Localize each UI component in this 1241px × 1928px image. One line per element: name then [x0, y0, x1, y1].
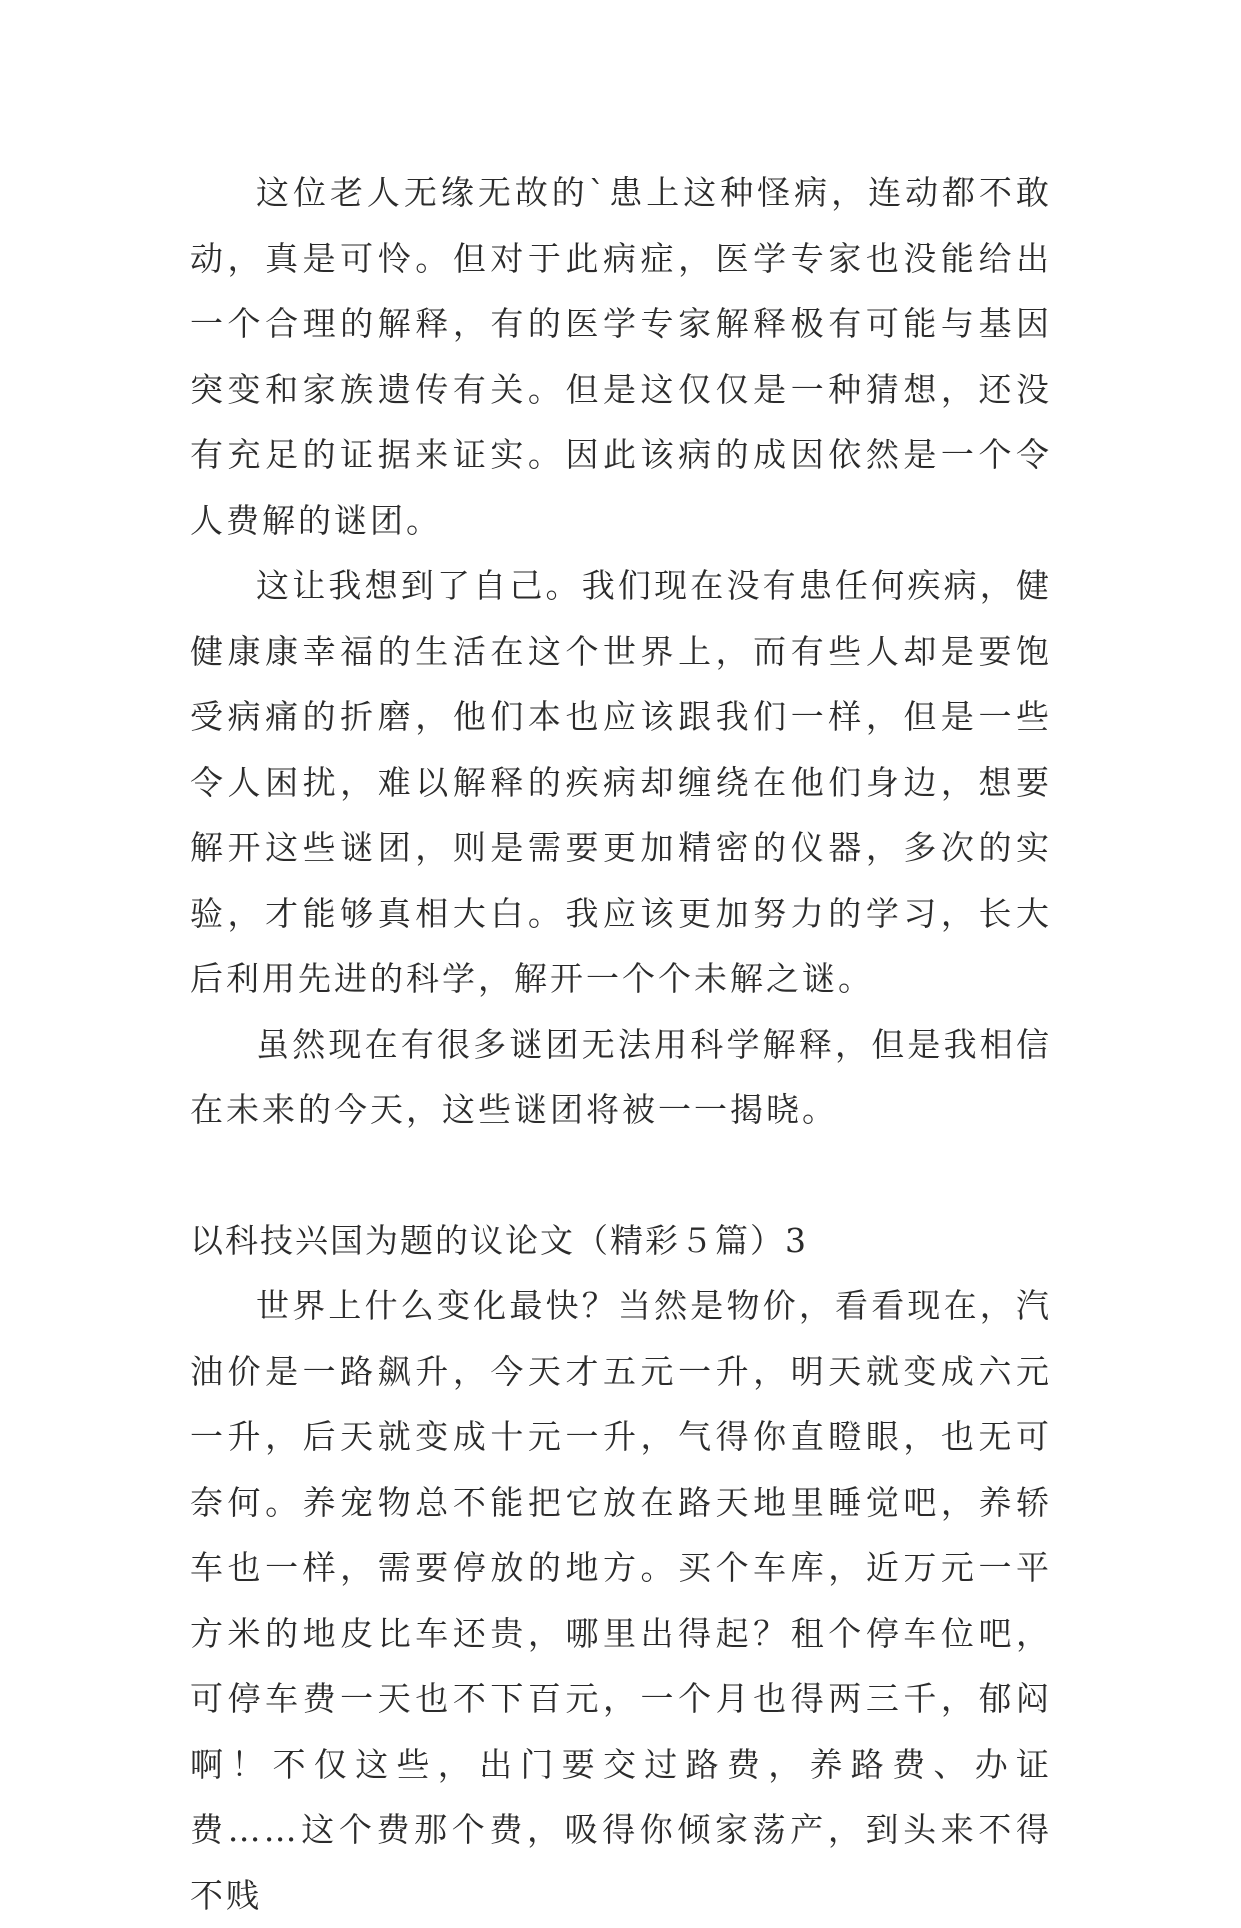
paragraph-future-hope: 虽然现在有很多谜团无法用科学解释，但是我相信在未来的今天，这些谜团将被一一揭晓。: [190, 1024, 1052, 1129]
document-body: [190, 160, 1052, 1928]
section-spacer: [190, 1143, 1052, 1208]
paragraph-self-reflection: 这让我想到了自己。我们现在没有患任何疾病，健健康康幸福的生活在这个世界上，而有些人却是要饱受病痛的折磨，他们本也应该跟我们一样，但是一些令人困扰，难以解释的疾病却缠绕在他们身边，想要解开这些谜团，则是需要更加精密的仪器，多次的实验，才能够真相大白。我应该更加努力的学习，长大后利用先进的科学，解开一个个未解之谜。: [190, 566, 1052, 998]
section-heading: 以科技兴国为题的议论文（精彩５篇）3: [190, 1220, 808, 1260]
paragraph-patient-illness: 这位老人无缘无故的`患上这种怪病，连动都不敢动，真是可怜。但对于此病症，医学专家也没能给出一个合理的解释，有的医学专家解释极有可能与基因突变和家族遗传有关。但是这仅仅是一种猜想，还没有充足的证据来证实。因此该病的成因依然是一个令人费解的谜团。: [190, 173, 1052, 540]
paragraph-prices: 世界上什么变化最快？当然是物价，看看现在，汽油价是一路飙升，今天才五元一升，明天就变成六元一升，后天就变成十元一升，气得你直瞪眼，也无可奈何。养宠物总不能把它放在路天地里睡觉吧，养轿车也一样，需要停放的地方。买个车库，近万元一平方米的地皮比车还贵，哪里出得起？租个停车位吧，可停车费一天也不下百元，一个月也得两三千，郁闷啊！不仅这些，出门要交过路费，养路费、办证费……这个费那个费，吸得你倾家荡产，到头来不得不贱: [190, 1286, 1052, 1915]
